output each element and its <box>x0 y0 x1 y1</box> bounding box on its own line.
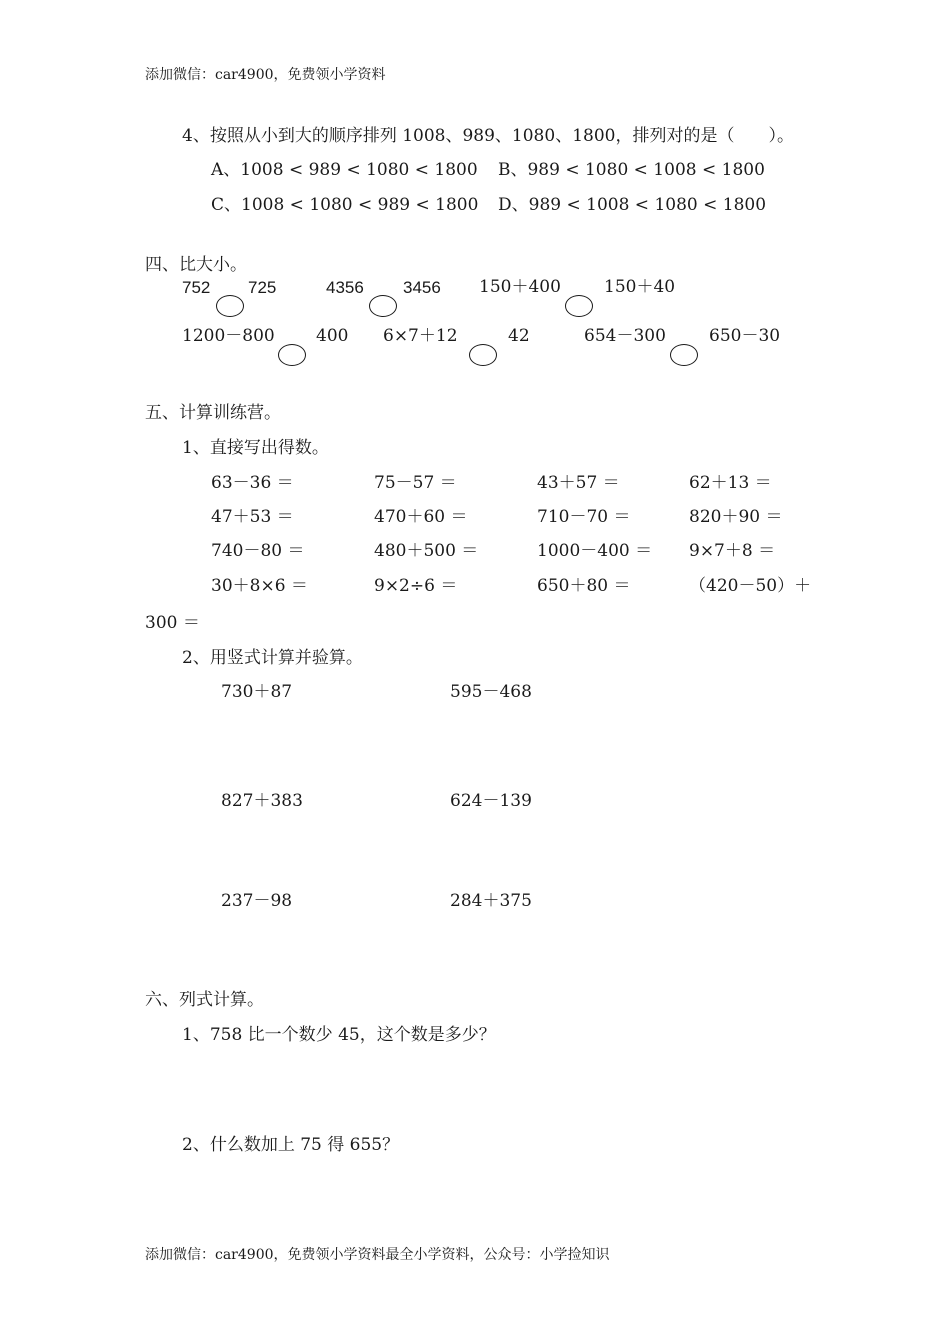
calc-item: 63－36 ＝ <box>211 473 294 493</box>
compare-left-4: 1200－800 <box>182 326 275 346</box>
calc-item: 820＋90 ＝ <box>689 507 783 527</box>
compare-right-2: 3456 <box>403 278 441 297</box>
q4-option-b: B、989 < 1080 < 1008 < 1800 <box>498 160 765 180</box>
compare-left-3: 150＋400 <box>479 277 561 297</box>
compare-left-6: 654－300 <box>584 326 666 346</box>
compare-left-1: 752 <box>182 278 211 297</box>
section4-title: 四、比大小。 <box>145 255 247 275</box>
compare-left-5: 6×7＋12 <box>383 326 458 346</box>
vertical-calc-item: 624－139 <box>450 791 532 811</box>
calc-item: 710－70 ＝ <box>537 507 631 527</box>
compare-circle-1[interactable] <box>216 295 244 317</box>
compare-right-6: 650－30 <box>709 326 781 346</box>
section5-title: 五、计算训练营。 <box>145 403 281 423</box>
vertical-calc-item: 595－468 <box>450 682 532 702</box>
q4-option-a: A、1008 < 989 < 1080 < 1800 <box>211 160 478 180</box>
calc-item: （420－50）＋ <box>689 576 812 596</box>
compare-left-2: 4356 <box>326 278 364 297</box>
vertical-calc-item: 284＋375 <box>450 891 532 911</box>
q4-option-c: C、1008 < 1080 < 989 < 1800 <box>211 195 479 215</box>
calc-item: 740－80 ＝ <box>211 541 305 561</box>
compare-circle-2[interactable] <box>369 295 397 317</box>
vertical-calc-item: 827＋383 <box>221 791 303 811</box>
calc-item: 47＋53 ＝ <box>211 507 294 527</box>
compare-circle-6[interactable] <box>670 344 698 366</box>
section6-title: 六、列式计算。 <box>145 990 264 1010</box>
vertical-calc-item: 730＋87 <box>221 682 293 702</box>
calc-item: 9×2÷6 ＝ <box>374 576 458 596</box>
q4-option-d: D、989 < 1008 < 1080 < 1800 <box>498 195 767 215</box>
page-header: 添加微信：car4900，免费领小学资料 <box>145 67 386 83</box>
compare-right-1: 725 <box>248 278 277 297</box>
compare-circle-4[interactable] <box>278 344 306 366</box>
calc-item: 480＋500 ＝ <box>374 541 479 561</box>
calc-item: 650＋80 ＝ <box>537 576 631 596</box>
section5-sub1: 1、直接写出得数。 <box>182 438 329 458</box>
calc-item: 30＋8×6 ＝ <box>211 576 308 596</box>
section6-question-1: 1、758 比一个数少 45，这个数是多少？ <box>182 1025 496 1045</box>
calc-item: 62＋13 ＝ <box>689 473 772 493</box>
calc-item: 9×7＋8 ＝ <box>689 541 776 561</box>
calc-item: 470＋60 ＝ <box>374 507 468 527</box>
compare-right-4: 400 <box>316 326 349 346</box>
calc-item: 75－57 ＝ <box>374 473 457 493</box>
q4-stem: 4、按照从小到大的顺序排列 1008、989、1080、1800，排列对的是（ ）。 <box>182 126 794 146</box>
page-footer: 添加微信：car4900，免费领小学资料最全小学资料，公众号：小学捡知识 <box>145 1247 610 1263</box>
calc-item: 43＋57 ＝ <box>537 473 620 493</box>
compare-right-5: 42 <box>508 326 530 346</box>
vertical-calc-item: 237－98 <box>221 891 293 911</box>
section6-question-2: 2、什么数加上 75 得 655？ <box>182 1135 400 1155</box>
compare-circle-3[interactable] <box>565 295 593 317</box>
compare-right-3: 150＋40 <box>604 277 676 297</box>
section5-sub2: 2、用竖式计算并验算。 <box>182 648 363 668</box>
compare-circle-5[interactable] <box>469 344 497 366</box>
calc-item: 1000－400 ＝ <box>537 541 653 561</box>
calc-item-wrap: 300 ＝ <box>145 613 200 633</box>
